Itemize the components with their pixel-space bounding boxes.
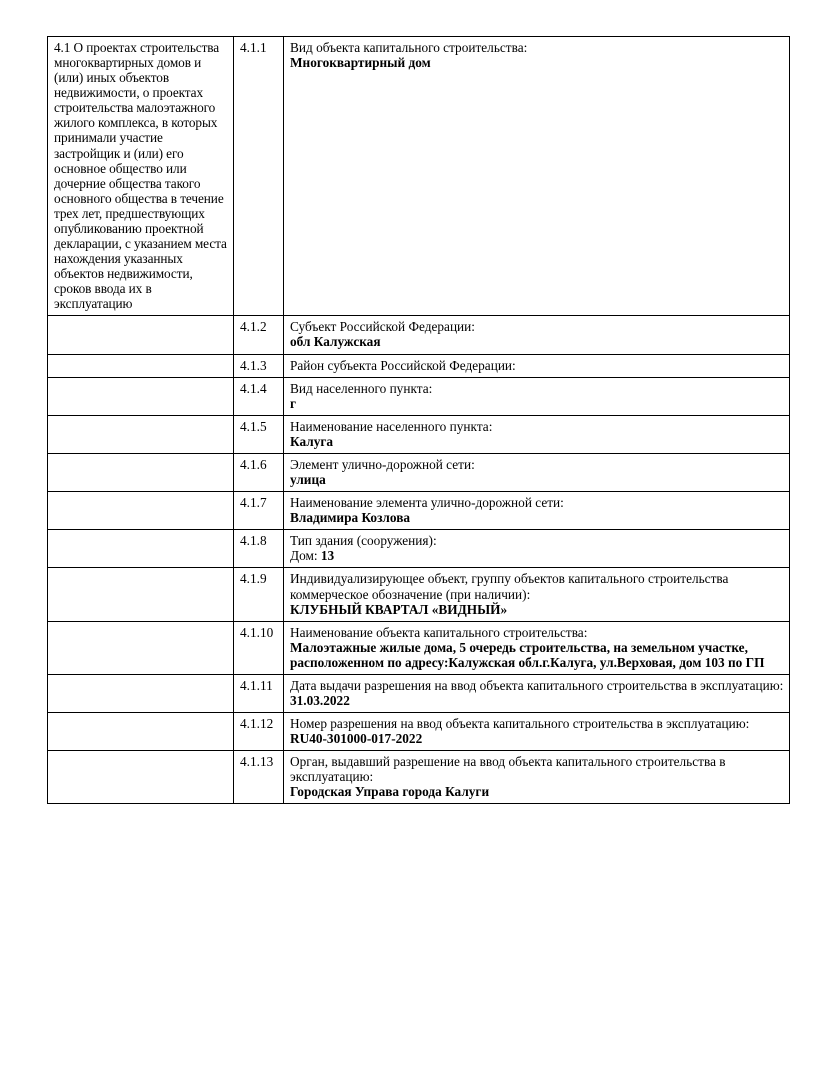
empty-cell <box>48 568 234 621</box>
table-row <box>48 530 790 568</box>
row-question: Тип здания (сооружения): <box>290 533 437 549</box>
table-row <box>48 674 790 712</box>
empty-cell <box>48 377 234 415</box>
table-row <box>48 751 790 804</box>
section-label: 4.1 О проектах строительства многоквартирных домов и (или) иных объектов недвижимости, о проектах строительства малоэтажного жилого комплекса, в которых принимали участие застройщик и (или) его основное общество или дочерние общества такого основного общества в течение трех лет, предшествующих опубликованию проектной декларации, с указанием места нахождения указанных объектов недвижимости, сроков ввода их в эксплуатацию <box>54 40 227 312</box>
row-question: Наименование элемента улично-дорожной сети: <box>290 495 564 511</box>
row-content <box>284 530 790 568</box>
row-content <box>284 453 790 491</box>
table-row <box>48 568 790 621</box>
table-row <box>48 354 790 377</box>
row-answer: обл Калужская <box>290 334 381 350</box>
row-content <box>284 621 790 674</box>
row-answer-line <box>290 548 784 563</box>
empty-cell <box>48 713 234 751</box>
empty-cell <box>48 415 234 453</box>
empty-cell <box>48 354 234 377</box>
row-index: 4.1.4 <box>234 377 284 415</box>
table-row <box>48 316 790 354</box>
row-index: 4.1.9 <box>234 568 284 621</box>
table-row <box>48 453 790 491</box>
row-question: Наименование объекта капитального строительства: <box>290 624 588 640</box>
table-row <box>48 37 790 316</box>
row-question: Орган, выдавший разрешение на ввод объекта капитального строительства в эксплуатацию: <box>290 754 726 785</box>
row-answer: RU40-301000-017-2022 <box>290 731 423 747</box>
table-row <box>48 621 790 674</box>
row-content <box>284 674 790 712</box>
empty-cell <box>48 530 234 568</box>
row-index: 4.1.5 <box>234 415 284 453</box>
empty-cell <box>48 621 234 674</box>
row-index: 4.1.10 <box>234 621 284 674</box>
row-content <box>284 37 790 316</box>
row-answer: г <box>290 395 297 411</box>
row-answer: Малоэтажные жилые дома, 5 очередь строительства, на земельном участке, расположенном по адресу:Калужская обл.г.Калуга, ул.Верховая, дом 103 по ГП <box>290 639 765 670</box>
row-content <box>284 354 790 377</box>
row-content <box>284 377 790 415</box>
row-content <box>284 415 790 453</box>
row-answer: 31.03.2022 <box>290 692 350 708</box>
row-index: 4.1.6 <box>234 453 284 491</box>
empty-cell <box>48 674 234 712</box>
row-question: Вид населенного пункта: <box>290 380 433 396</box>
empty-cell <box>48 492 234 530</box>
row-answer: Городская Управа города Калуги <box>290 784 490 800</box>
row-answer: 13 <box>320 548 335 564</box>
row-index: 4.1.8 <box>234 530 284 568</box>
row-index: 4.1.3 <box>234 354 284 377</box>
declaration-table <box>47 36 790 804</box>
table-row <box>48 713 790 751</box>
row-index: 4.1.1 <box>234 37 284 316</box>
table-row <box>48 377 790 415</box>
row-index: 4.1.12 <box>234 713 284 751</box>
table-row <box>48 415 790 453</box>
row-question: Элемент улично-дорожной сети: <box>290 456 475 472</box>
row-content <box>284 751 790 804</box>
row-answer: Калуга <box>290 433 334 449</box>
row-content <box>284 316 790 354</box>
row-content <box>284 492 790 530</box>
row-question: Наименование населенного пункта: <box>290 418 493 434</box>
row-answer: КЛУБНЫЙ КВАРТАЛ «ВИДНЫЙ» <box>290 601 508 617</box>
row-question: Индивидуализирующее объект, группу объектов капитального строительства коммерческое обозначение (при наличии): <box>290 571 729 602</box>
empty-cell <box>48 316 234 354</box>
section-label-cell <box>48 37 234 316</box>
row-index: 4.1.11 <box>234 674 284 712</box>
row-answer: Многоквартирный дом <box>290 55 431 71</box>
row-question: Номер разрешения на ввод объекта капитального строительства в эксплуатацию: <box>290 716 750 732</box>
empty-cell <box>48 751 234 804</box>
row-index: 4.1.7 <box>234 492 284 530</box>
row-question: Дата выдачи разрешения на ввод объекта капитального строительства в эксплуатацию: <box>290 677 784 693</box>
row-content <box>284 713 790 751</box>
row-content <box>284 568 790 621</box>
row-question: Субъект Российской Федерации: <box>290 319 475 335</box>
row-answer: Владимира Козлова <box>290 510 411 526</box>
table-row <box>48 492 790 530</box>
empty-cell <box>48 453 234 491</box>
row-index: 4.1.2 <box>234 316 284 354</box>
row-question: Район субъекта Российской Федерации: <box>290 357 516 373</box>
row-answer: улица <box>290 472 326 488</box>
row-index: 4.1.13 <box>234 751 284 804</box>
row-question: Вид объекта капитального строительства: <box>290 40 528 55</box>
row-answer-prefix: Дом: <box>290 548 321 564</box>
